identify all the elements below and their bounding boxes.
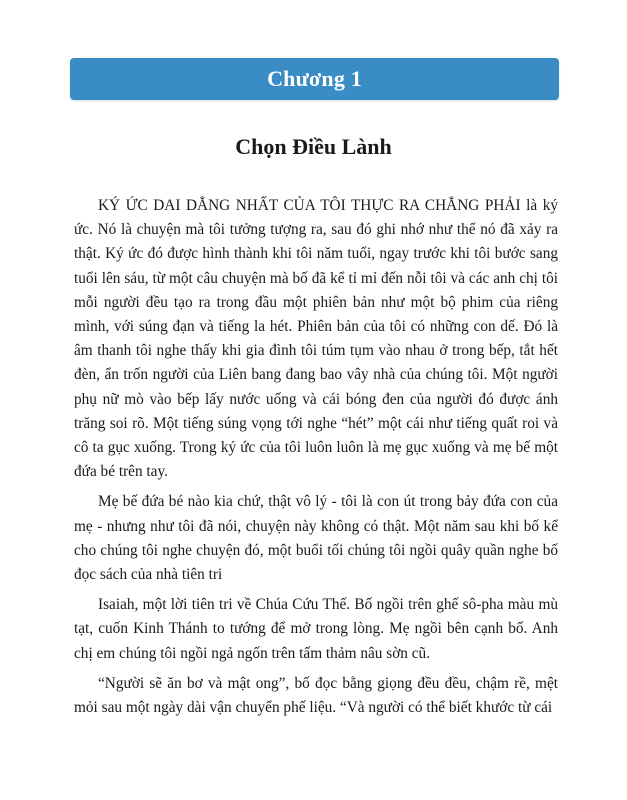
paragraph: KÝ ỨC DAI DẲNG NHẤT CỦA TÔI THỰC RA CHẲNG PHẢI là ký ức. Nó là chuyện mà tôi tưởng tượng ra, sau đó ghi nhớ như thể nó đã xảy ra thật. Ký ức đó được hình thành khi tôi năm tuổi, ngay trước khi tôi bước sang tuổi lên sáu, từ một câu chuyện mà bố đã kể tỉ mỉ đến nỗi tôi và các anh chị tôi mỗi người đều tạo ra trong đầu một phiên bản như một bộ phim của riêng mình, với súng đạn và tiếng la hét. Phiên bản của tôi có những con dế. Đó là âm thanh tôi nghe thấy khi gia đình tôi túm tụm vào nhau ở trong bếp, tắt hết đèn, ẩn trốn người của Liên bang đang bao vây nhà của chúng tôi. Một người phụ nữ mò vào bếp lấy nước uống và cái bóng đen của người đó được ánh trăng soi rõ. Một tiếng súng vọng tới nghe “hét” một cái như tiếng quất roi và cô ta gục xuống. Trong ký ức của tôi luôn luôn là mẹ gục xuống và mẹ bế một đứa bé trên tay. — [74, 197, 558, 481]
paragraph: Mẹ bế đứa bé nào kia chứ, thật vô lý - tôi là con út trong bảy đứa con của mẹ - nhưng như tôi đã nói, chuyện này không có thật. Một năm sau khi bố kể cho chúng tôi nghe chuyện đó, một buổi tối chúng tôi ngồi quây quần nghe bố đọc sách của nhà tiên tri — [74, 493, 558, 584]
chapter-banner — [70, 58, 559, 100]
chapter-number: Chương 1 — [267, 66, 362, 91]
paragraph: “Người sẽ ăn bơ và mật ong”, bố đọc bằng giọng đều đều, chậm rề, mệt mỏi sau một ngày dài vận chuyển phế liệu. “Và người có thể biết khước từ cái — [74, 674, 558, 717]
paragraph: Isaiah, một lời tiên tri về Chúa Cứu Thế. Bố ngồi trên ghế sô-pha màu mù tạt, cuốn Kinh Thánh to tướng để mở trong lòng. Mẹ ngồi bên cạnh bố. Anh chị em chúng tôi ngồi ngả ngốn trên tấm thảm nâu sờn cũ. — [74, 596, 558, 662]
body-text — [74, 194, 558, 726]
chapter-title: Chọn Điều Lành — [235, 134, 392, 159]
